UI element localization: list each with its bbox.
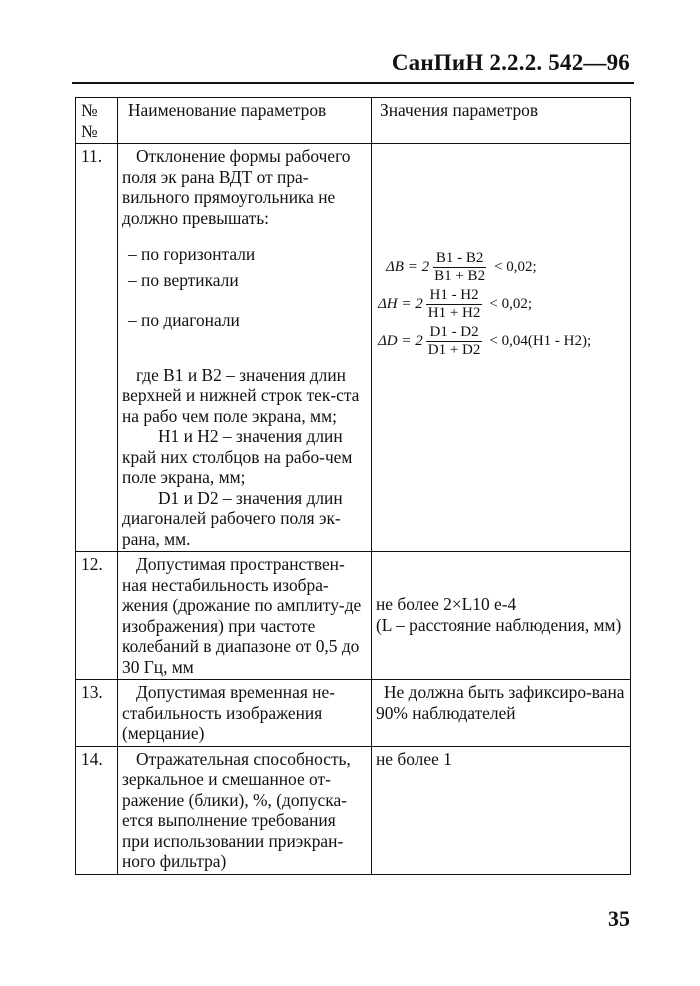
formula-d [376, 324, 626, 359]
parameter-name-cell [118, 680, 372, 747]
vertical-label: – по вертикали [128, 269, 239, 290]
page-number: 35 [608, 906, 630, 931]
column-value-header: Значения параметров [372, 98, 631, 144]
document-header: СанПиН 2.2.2. 542—96 [391, 50, 630, 75]
parameter-name: Допустимая временная не-стабильность изображения (мерцание) [122, 682, 335, 743]
table-header-row [76, 98, 631, 144]
row-number: 11. [76, 144, 118, 552]
formula-b-numerator: B1 - B2 [433, 250, 487, 268]
row-number: 14. [76, 746, 118, 874]
parameters-table [75, 97, 631, 875]
parameter-value: не более 1 [376, 748, 452, 769]
table-row [76, 552, 631, 680]
formula-b-fraction [431, 250, 488, 285]
formula-h-fraction [425, 287, 484, 322]
formula-h [376, 287, 626, 322]
parameter-value-cell [372, 144, 631, 552]
parameter-intro: Отклонение формы рабочего поля эк рана ВДТ от пра-вильного прямоугольника не должно превышать: [122, 146, 351, 228]
parameter-name-cell [118, 746, 372, 874]
diagonal-label: – по диагонали [128, 310, 240, 330]
formula-h-numerator: H1 - H2 [426, 287, 481, 305]
parameter-value-note: (L – расстояние наблюдения, мм) [376, 614, 622, 635]
formula-h-limit: < 0,02; [489, 296, 533, 313]
formula-d-limit: < 0,04(H1 - H2); [489, 333, 592, 350]
formula-b-denominator: B1 + B2 [434, 268, 486, 284]
parameter-value-cell [372, 680, 631, 747]
table-row [76, 680, 631, 747]
note-d: D1 и D2 – значения длин диагоналей рабочего поля эк-рана, мм. [122, 487, 343, 549]
horizontal-label: – по горизонтали [128, 244, 256, 264]
parameter-name: Допустимая пространствен-ная нестабильность изобра-жения (дрожание по амплиту-де изображения) при частоте колебаний в диапазоне от 0,5 до 30 Гц, мм [122, 554, 362, 677]
formula-h-lhs: ΔH = 2 [378, 296, 423, 313]
formula-d-denominator: D1 + D2 [427, 342, 481, 358]
parameter-value: Не должна быть зафиксиро-вана 90% наблюдателей [376, 682, 625, 723]
note-h: Н1 и Н2 – значения длин край них столбцов на рабо-чем поле экрана, мм; [122, 426, 353, 487]
parameter-value-cell [372, 552, 631, 680]
row-number: 13. [76, 680, 118, 747]
column-number-header: № № [76, 98, 118, 144]
formula-b-limit: < 0,02; [494, 259, 537, 276]
row-number: 12. [76, 552, 118, 680]
formula-b [376, 250, 626, 285]
parameter-name-cell [118, 552, 372, 680]
table-row [76, 746, 631, 874]
formula-b-lhs: ΔB = 2 [386, 259, 430, 276]
parameter-name: Отражательная способность, зеркальное и смешанное от-ражение (блики), %, (допуска-ется выполнение требования при использовании приэкран-ного фильтра) [122, 748, 351, 871]
note-b: где В1 и В2 – значения длин верхней и нижней строк тек-ста на рабо чем поле экрана, мм; [122, 364, 360, 426]
column-name-header: Наименование параметров [118, 98, 372, 144]
parameter-name-cell [118, 144, 372, 552]
parameter-value: не более 2×L10 е-4 [376, 594, 517, 614]
formula-d-lhs: ΔD = 2 [378, 333, 423, 350]
formula-d-numerator: D1 - D2 [426, 324, 481, 342]
header-divider [72, 82, 634, 84]
formula-h-denominator: H1 + H2 [427, 305, 481, 321]
parameter-value-cell [372, 746, 631, 874]
formula-d-fraction [425, 324, 484, 359]
table-row [76, 144, 631, 552]
